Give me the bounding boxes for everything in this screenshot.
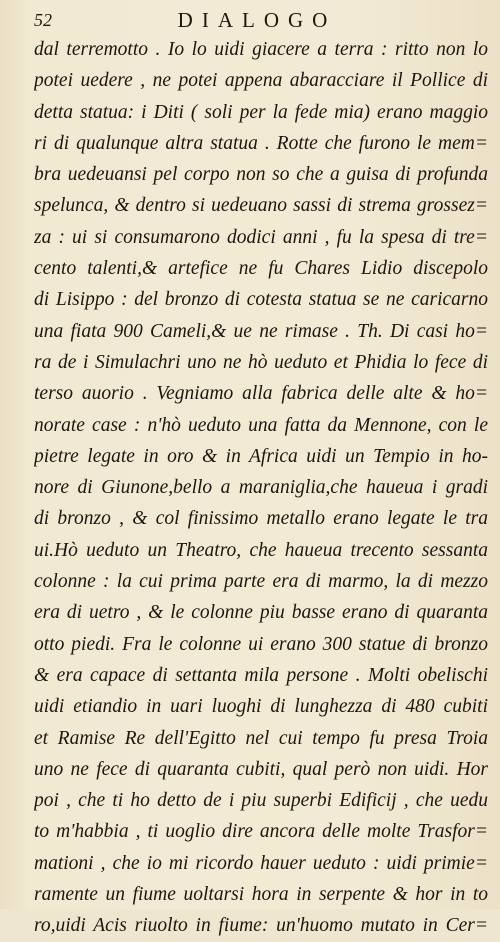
running-head: DIALOGO — [177, 8, 337, 32]
text-line: bra uedeuansi pel corpo non so che a guisa di profunda — [34, 164, 488, 186]
text-line: ui.Hò ueduto un Theatro, che haueua trecento sessanta — [34, 539, 488, 561]
text-line: uidi etiandio in uari luoghi di lunghezza di 480 cubiti — [34, 696, 488, 718]
text-line: di bronzo , & col finissimo metallo erano legate le tra — [34, 508, 488, 530]
text-line: cento talenti,& artefice ne fu Chares Lidio discepolo — [34, 258, 488, 280]
text-line: di Lisippo : del bronzo di cotesta statua se ne caricarno — [34, 289, 488, 311]
text-line: terso auorio . Vegniamo alla fabrica delle alte & ho= — [34, 383, 488, 405]
text-line: era di uetro , & le colonne piu basse erano di quaranta — [34, 602, 488, 624]
text-line: & era capace di settanta mila persone . Molti obelischi — [34, 664, 488, 686]
text-line: poi , che ti ho detto de i piu superbi Edificij , che uedu — [34, 790, 488, 812]
text-line: uno ne fece di quaranta cubiti, qual però non uidi. Hor — [34, 758, 488, 780]
text-line: pietre legate in oro & in Africa uidi un Tempio in ho- — [34, 445, 488, 467]
text-line: za : ui si consumarono dodici anni , fu la spesa di tre= — [34, 226, 488, 248]
text-line: ramente un fiume uoltarsi hora in serpente & hor in to — [34, 884, 488, 906]
text-line: ro,uidi Acis riuolto in fiume: un'huomo mutato in Cer= — [34, 915, 488, 937]
text-line: ri di qualunque altra statua . Rotte che furono le mem= — [34, 132, 488, 154]
page-number: 52 — [34, 10, 52, 30]
page-header — [34, 6, 480, 36]
text-line: una fiata 900 Cameli,& ue ne rimase . Th. Di casi ho= — [34, 320, 488, 342]
text-line: et Ramise Re dell'Egitto nel cui tempo fu presa Troia — [34, 727, 488, 749]
text-line: norate case : n'hò ueduto una fatta da Mennone, con le — [34, 414, 488, 436]
text-line: dal terremotto . Io lo uidi giacere a terra : ritto non lo — [34, 39, 488, 60]
text-line: ra de i Simulachri uno ne hò ueduto et Phidia lo fece di — [34, 351, 488, 373]
text-line: detta statua: i Diti ( soli per la fede mia) erano maggio — [34, 101, 488, 123]
text-line: potei uedere , ne potei appena abaracciare il Pollice di — [34, 70, 488, 92]
text-line: otto piedi. Fra le colonne ui erano 300 statue di bronzo — [34, 633, 488, 655]
text-line: colonne : la cui prima parte era di marmo, la di mezzo — [34, 571, 488, 593]
text-line: nore di Giunone,bello a maraniglia,che haueua i gradi — [34, 477, 488, 499]
text-line: mationi , che io mi ricordo hauer ueduto : uidi primie= — [34, 852, 488, 874]
text-line: spelunca, & dentro si uedeuano sassi di strema grossez= — [34, 195, 488, 217]
body-text — [34, 34, 488, 942]
text-line: to m'habbia , ti uoglio dire ancora delle molte Trasfor= — [34, 821, 488, 843]
